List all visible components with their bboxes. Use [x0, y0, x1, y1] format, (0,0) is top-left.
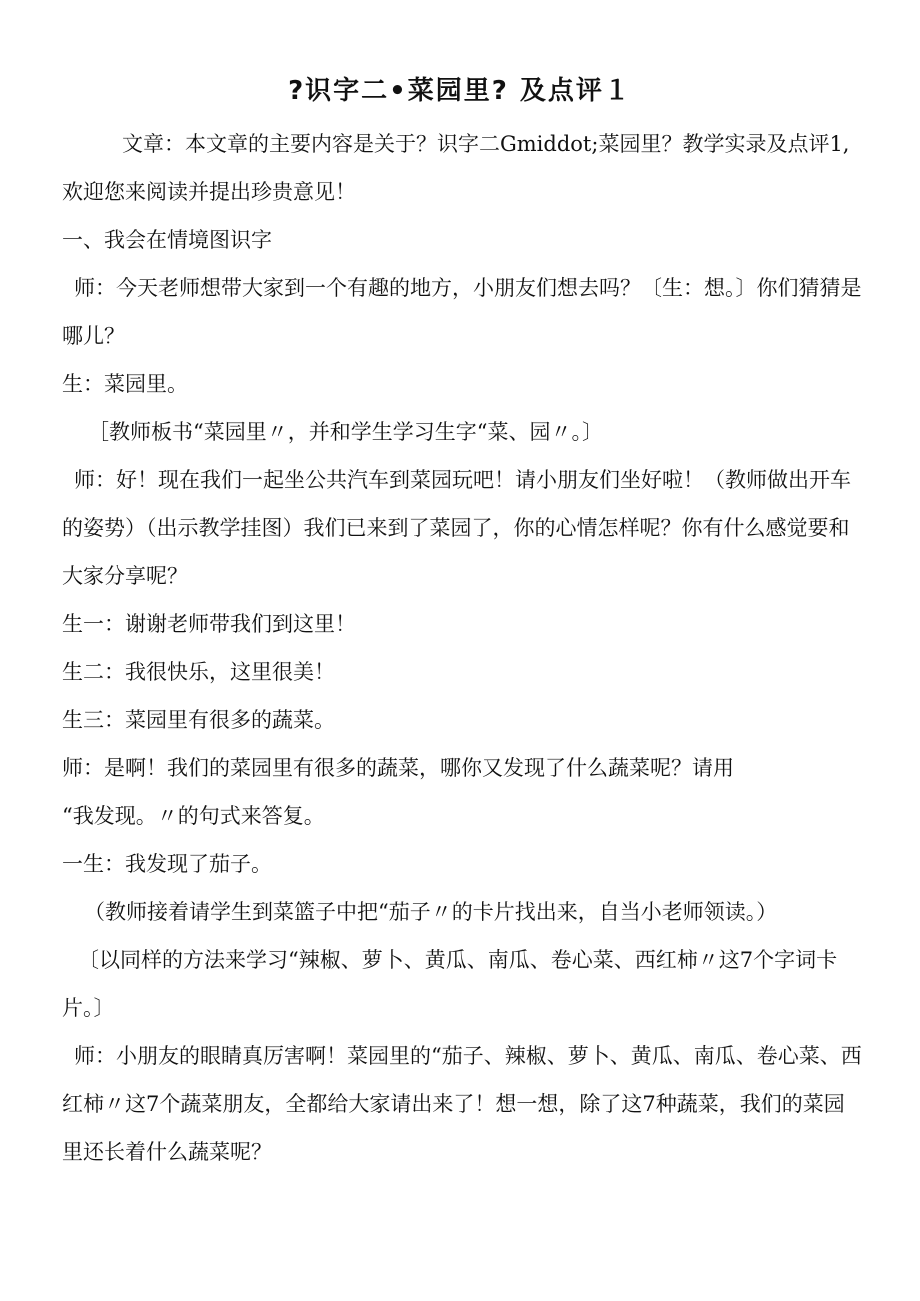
intro-paragraph: 文章：本文章的主要内容是关于？识字二Gmiddot;菜园里？教学实录及点评1,欢迎您来阅读并提出珍贵意见！	[62, 132, 850, 204]
document-body	[62, 120, 862, 1176]
dialogue-paragraph: 师：是啊！我们的菜园里有很多的蔬菜，哪你又发现了什么蔬菜呢？请用	[62, 756, 734, 780]
document-title: ?识字二•菜园里? 及点评１	[288, 76, 632, 106]
stage-note: 〔以同样的方法来学习“辣椒、萝卜、黄瓜、南瓜、卷心菜、西红柿〃这7个字词卡片。〕	[62, 948, 838, 1020]
dialogue-paragraph: 师：今天老师想带大家到一个有趣的地方，小朋友们想去吗？〔生：想。〕你们猜猜是哪儿？	[62, 276, 862, 348]
dialogue-paragraph: 一生：我发现了茄子。	[62, 852, 272, 876]
dialogue-paragraph: 生三：菜园里有很多的蔬菜。	[62, 708, 335, 732]
dialogue-paragraph: 师：小朋友的眼睛真厉害啊！菜园里的“茄子、辣椒、萝卜、黄瓜、南瓜、卷心菜、西红柿〃这7个蔬菜朋友，全都给大家请出来了！想一想，除了这7种蔬菜，我们的菜园里还长着什么蔬菜呢？	[62, 1044, 862, 1164]
dialogue-paragraph: 生一：谢谢老师带我们到这里！	[62, 612, 356, 636]
dialogue-paragraph: “我发现。〃的句式来答复。	[62, 804, 325, 828]
dialogue-paragraph: 生二：我很快乐，这里很美！	[62, 660, 335, 684]
section-heading: 一、我会在情境图识字	[62, 228, 272, 252]
stage-note: ［教师板书“菜园里〃，并和学生学习生字“菜、园〃。〕	[88, 420, 603, 444]
stage-note: （教师接着请学生到菜篮子中把“茄子〃的卡片找出来，自当小老师领读。）	[84, 900, 778, 924]
dialogue-paragraph: 师：好！现在我们一起坐公共汽车到菜园玩吧！请小朋友们坐好啦！（教师做出开车的姿势）（出示教学挂图）我们已来到了菜园了，你的心情怎样呢？你有什么感觉要和大家分享呢？	[62, 468, 851, 588]
dialogue-paragraph: 生：菜园里。	[62, 372, 188, 396]
